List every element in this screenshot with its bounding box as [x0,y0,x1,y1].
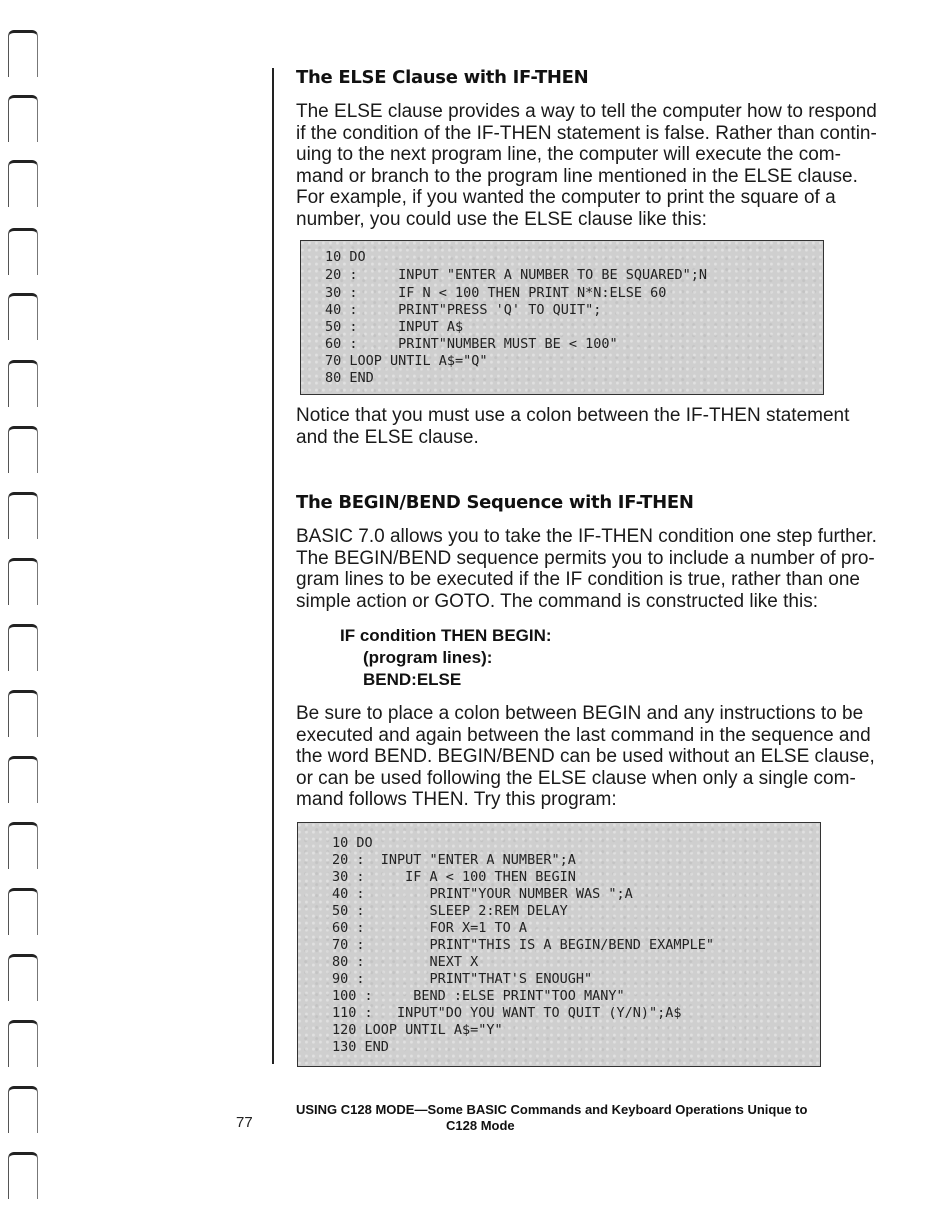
code-line: 20 : INPUT "ENTER A NUMBER";A [332,852,576,868]
code-line: 10 DO [325,249,366,265]
binder-hole [8,30,38,77]
paragraph-line: Be sure to place a colon between BEGIN and any instructions to be [296,703,864,724]
section-begin-intro [296,526,886,612]
section-begin-body [296,703,886,811]
section-heading: The ELSE Clause with IF-THEN [296,67,589,88]
binder-hole [8,426,38,473]
section-begin-heading [296,492,886,513]
section-else-intro [296,101,886,230]
paragraph-line: or can be used following the ELSE clause when only a single com- [296,767,856,789]
binder-hole [8,558,38,605]
code-line: 50 : SLEEP 2:REM DELAY [332,903,568,919]
syntax-line: IF condition THEN BEGIN: [340,626,552,645]
code-line: 60 : PRINT"NUMBER MUST BE < 100" [325,336,618,352]
code-line: 50 : INPUT A$ [325,319,464,335]
code-listing-else [300,240,824,395]
paragraph-line: Notice that you must use a colon between the IF-THEN statement [296,405,850,426]
binder-hole [8,95,38,142]
syntax-line: BEND:ELSE [363,670,462,689]
binder-hole [8,160,38,207]
binder-hole [8,624,38,671]
binder-hole [8,360,38,407]
code-line: 120 LOOP UNTIL A$="Y" [332,1022,503,1038]
code-line: 100 : BEND :ELSE PRINT"TOO MANY" [332,988,625,1004]
page-number: 77 [236,1114,253,1131]
footer-line: USING C128 MODE—Some BASIC Commands and Keyboard Operations Unique to [296,1102,808,1117]
paragraph-line: gram lines to be executed if the IF condition is true, rather than one [296,569,860,590]
binder-hole [8,293,38,340]
binder-hole [8,888,38,935]
code-line: 80 : NEXT X [332,954,479,970]
code-line: 90 : PRINT"THAT'S ENOUGH" [332,971,593,987]
code-line: 40 : PRINT"PRESS 'Q' TO QUIT"; [325,302,602,318]
code-line: 30 : IF N < 100 THEN PRINT N*N:ELSE 60 [325,285,667,301]
paragraph-line: simple action or GOTO. The command is constructed like this: [296,590,818,612]
binder-hole [8,228,38,275]
paragraph-line: The ELSE clause provides a way to tell the computer how to respond [296,101,877,122]
code-listing-begin-bend [297,822,821,1067]
paragraph-line: number, you could use the ELSE clause like this: [296,208,707,230]
footer-line: C128 Mode [446,1118,515,1133]
binder-hole [8,492,38,539]
binder-hole [8,756,38,803]
paragraph-line: mand follows THEN. Try this program: [296,789,617,810]
binder-hole [8,1020,38,1067]
code-line: 70 : PRINT"THIS IS A BEGIN/BEND EXAMPLE" [332,937,715,953]
binder-hole [8,690,38,737]
binder-edge [0,0,50,1219]
running-footer [296,1102,886,1134]
paragraph-line: The BEGIN/BEND sequence permits you to include a number of pro- [296,547,875,569]
binder-hole [8,1152,38,1199]
code-line: 80 END [325,370,374,386]
code-line: 110 : INPUT"DO YOU WANT TO QUIT (Y/N)";A$ [332,1005,682,1021]
binder-hole [8,954,38,1001]
code-line: 10 DO [332,835,373,851]
paragraph-line: the word BEND. BEGIN/BEND can be used without an ELSE clause, [296,746,875,767]
paragraph-line: BASIC 7.0 allows you to take the IF-THEN condition one step further. [296,526,877,547]
binder-hole [8,1086,38,1133]
section-heading: The BEGIN/BEND Sequence with IF-THEN [296,492,694,513]
paragraph-line: For example, if you wanted the computer to print the square of a [296,187,836,208]
section-else-heading [296,67,886,88]
paragraph-line: mand or branch to the program line mentioned in the ELSE clause. [296,165,858,187]
code-line: 40 : PRINT"YOUR NUMBER WAS ";A [332,886,633,902]
code-line: 130 END [332,1039,389,1055]
margin-rule [272,68,274,1064]
code-line: 70 LOOP UNTIL A$="Q" [325,353,488,369]
syntax-line: (program lines): [363,648,493,667]
code-line: 60 : FOR X=1 TO A [332,920,528,936]
paragraph-line: if the condition of the IF-THEN statement is false. Rather than contin- [296,122,877,144]
binder-hole [8,822,38,869]
code-line: 20 : INPUT "ENTER A NUMBER TO BE SQUARED";N [325,267,708,283]
code-line: 30 : IF A < 100 THEN BEGIN [332,869,576,885]
section-else-note [296,405,886,448]
paragraph-line: uing to the next program line, the computer will execute the com- [296,144,841,165]
paragraph-line: and the ELSE clause. [296,426,479,448]
paragraph-line: executed and again between the last command in the sequence and [296,724,871,746]
